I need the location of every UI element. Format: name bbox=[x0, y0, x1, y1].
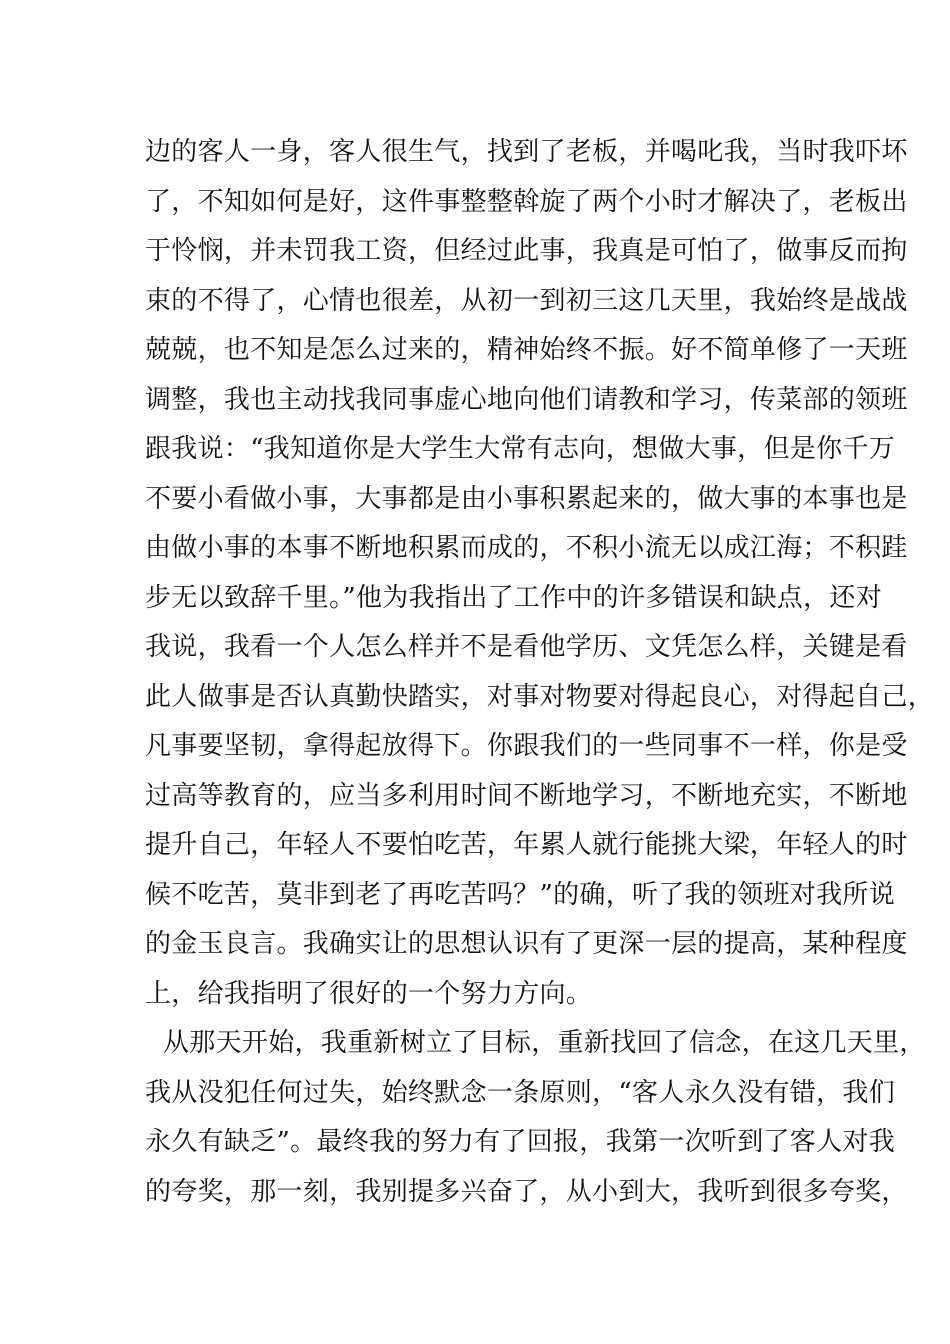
text-line: 跟我说：“我知道你是大学生大常有志向，想做大事，但是你千万 bbox=[145, 434, 895, 464]
text-line: 凡事要坚韧，拿得起放得下。你跟我们的一些同事不一样，你是受 bbox=[145, 731, 908, 761]
text-line: 由做小事的本事不断地积累而成的，不积小流无以成江海；不积跬 bbox=[145, 533, 908, 563]
paragraph-first-line: 从那天开始，我重新树立了目标，重新找回了信念，在这几天里， bbox=[163, 1028, 926, 1058]
text-line: 兢兢，也不知是怎么过来的，精神始终不振。好不简单修了一天班 bbox=[145, 335, 908, 365]
text-line: 提升自己，年轻人不要怕吃苦，年累人就行能挑大梁，年轻人的时 bbox=[145, 830, 908, 860]
text-line: 此人做事是否认真勤快踏实，对事对物要对得起良心，对得起自己， bbox=[145, 681, 935, 712]
text-line: 步无以致辞千里。”他为我指出了工作中的许多错误和缺点，还对 bbox=[145, 582, 882, 613]
text-line: 永久有缺乏”。最终我的努力有了回报，我第一次听到了客人对我 bbox=[145, 1127, 895, 1157]
text-line: 不要小看做小事，大事都是由小事积累起来的，做大事的本事也是 bbox=[145, 483, 908, 514]
text-line: 束的不得了，心情也很差，从初一到初三这几天里，我始终是战战 bbox=[145, 285, 908, 316]
text-line: 候不吃苦，莫非到老了再吃苦吗？”的确，听了我的领班对我所说 bbox=[145, 879, 895, 910]
text-line: 边的客人一身，客人很生气，找到了老板，并喝叱我，当时我吓坏 bbox=[145, 137, 908, 167]
body-text bbox=[145, 128, 935, 1217]
text-line: 我从没犯任何过失，始终默念一条原则，“客人永久没有错，我们 bbox=[145, 1077, 895, 1108]
text-line: 了，不知如何是好，这件事整整斡旋了两个小时才解决了，老板出 bbox=[145, 186, 908, 217]
text-line: 上，给我指明了很好的一个努力方向。 bbox=[145, 978, 593, 1009]
text-line: 我说，我看一个人怎么样并不是看他学历、文凭怎么样，关键是看 bbox=[145, 632, 908, 662]
text-line: 过高等教育的，应当多利用时间不断地学习，不断地充实，不断地 bbox=[145, 780, 908, 811]
text-line: 的金玉良言。我确实让的思想认识有了更深一层的提高，某种程度 bbox=[145, 929, 908, 959]
text-line: 于怜悯，并未罚我工资，但经过此事，我真是可怕了，做事反而拘 bbox=[145, 236, 908, 266]
text-line: 的夸奖，那一刻，我别提多兴奋了，从小到大，我听到很多夸奖， bbox=[145, 1176, 908, 1207]
text-line: 调整，我也主动找我同事虚心地向他们请教和学习，传菜部的领班 bbox=[145, 384, 908, 415]
